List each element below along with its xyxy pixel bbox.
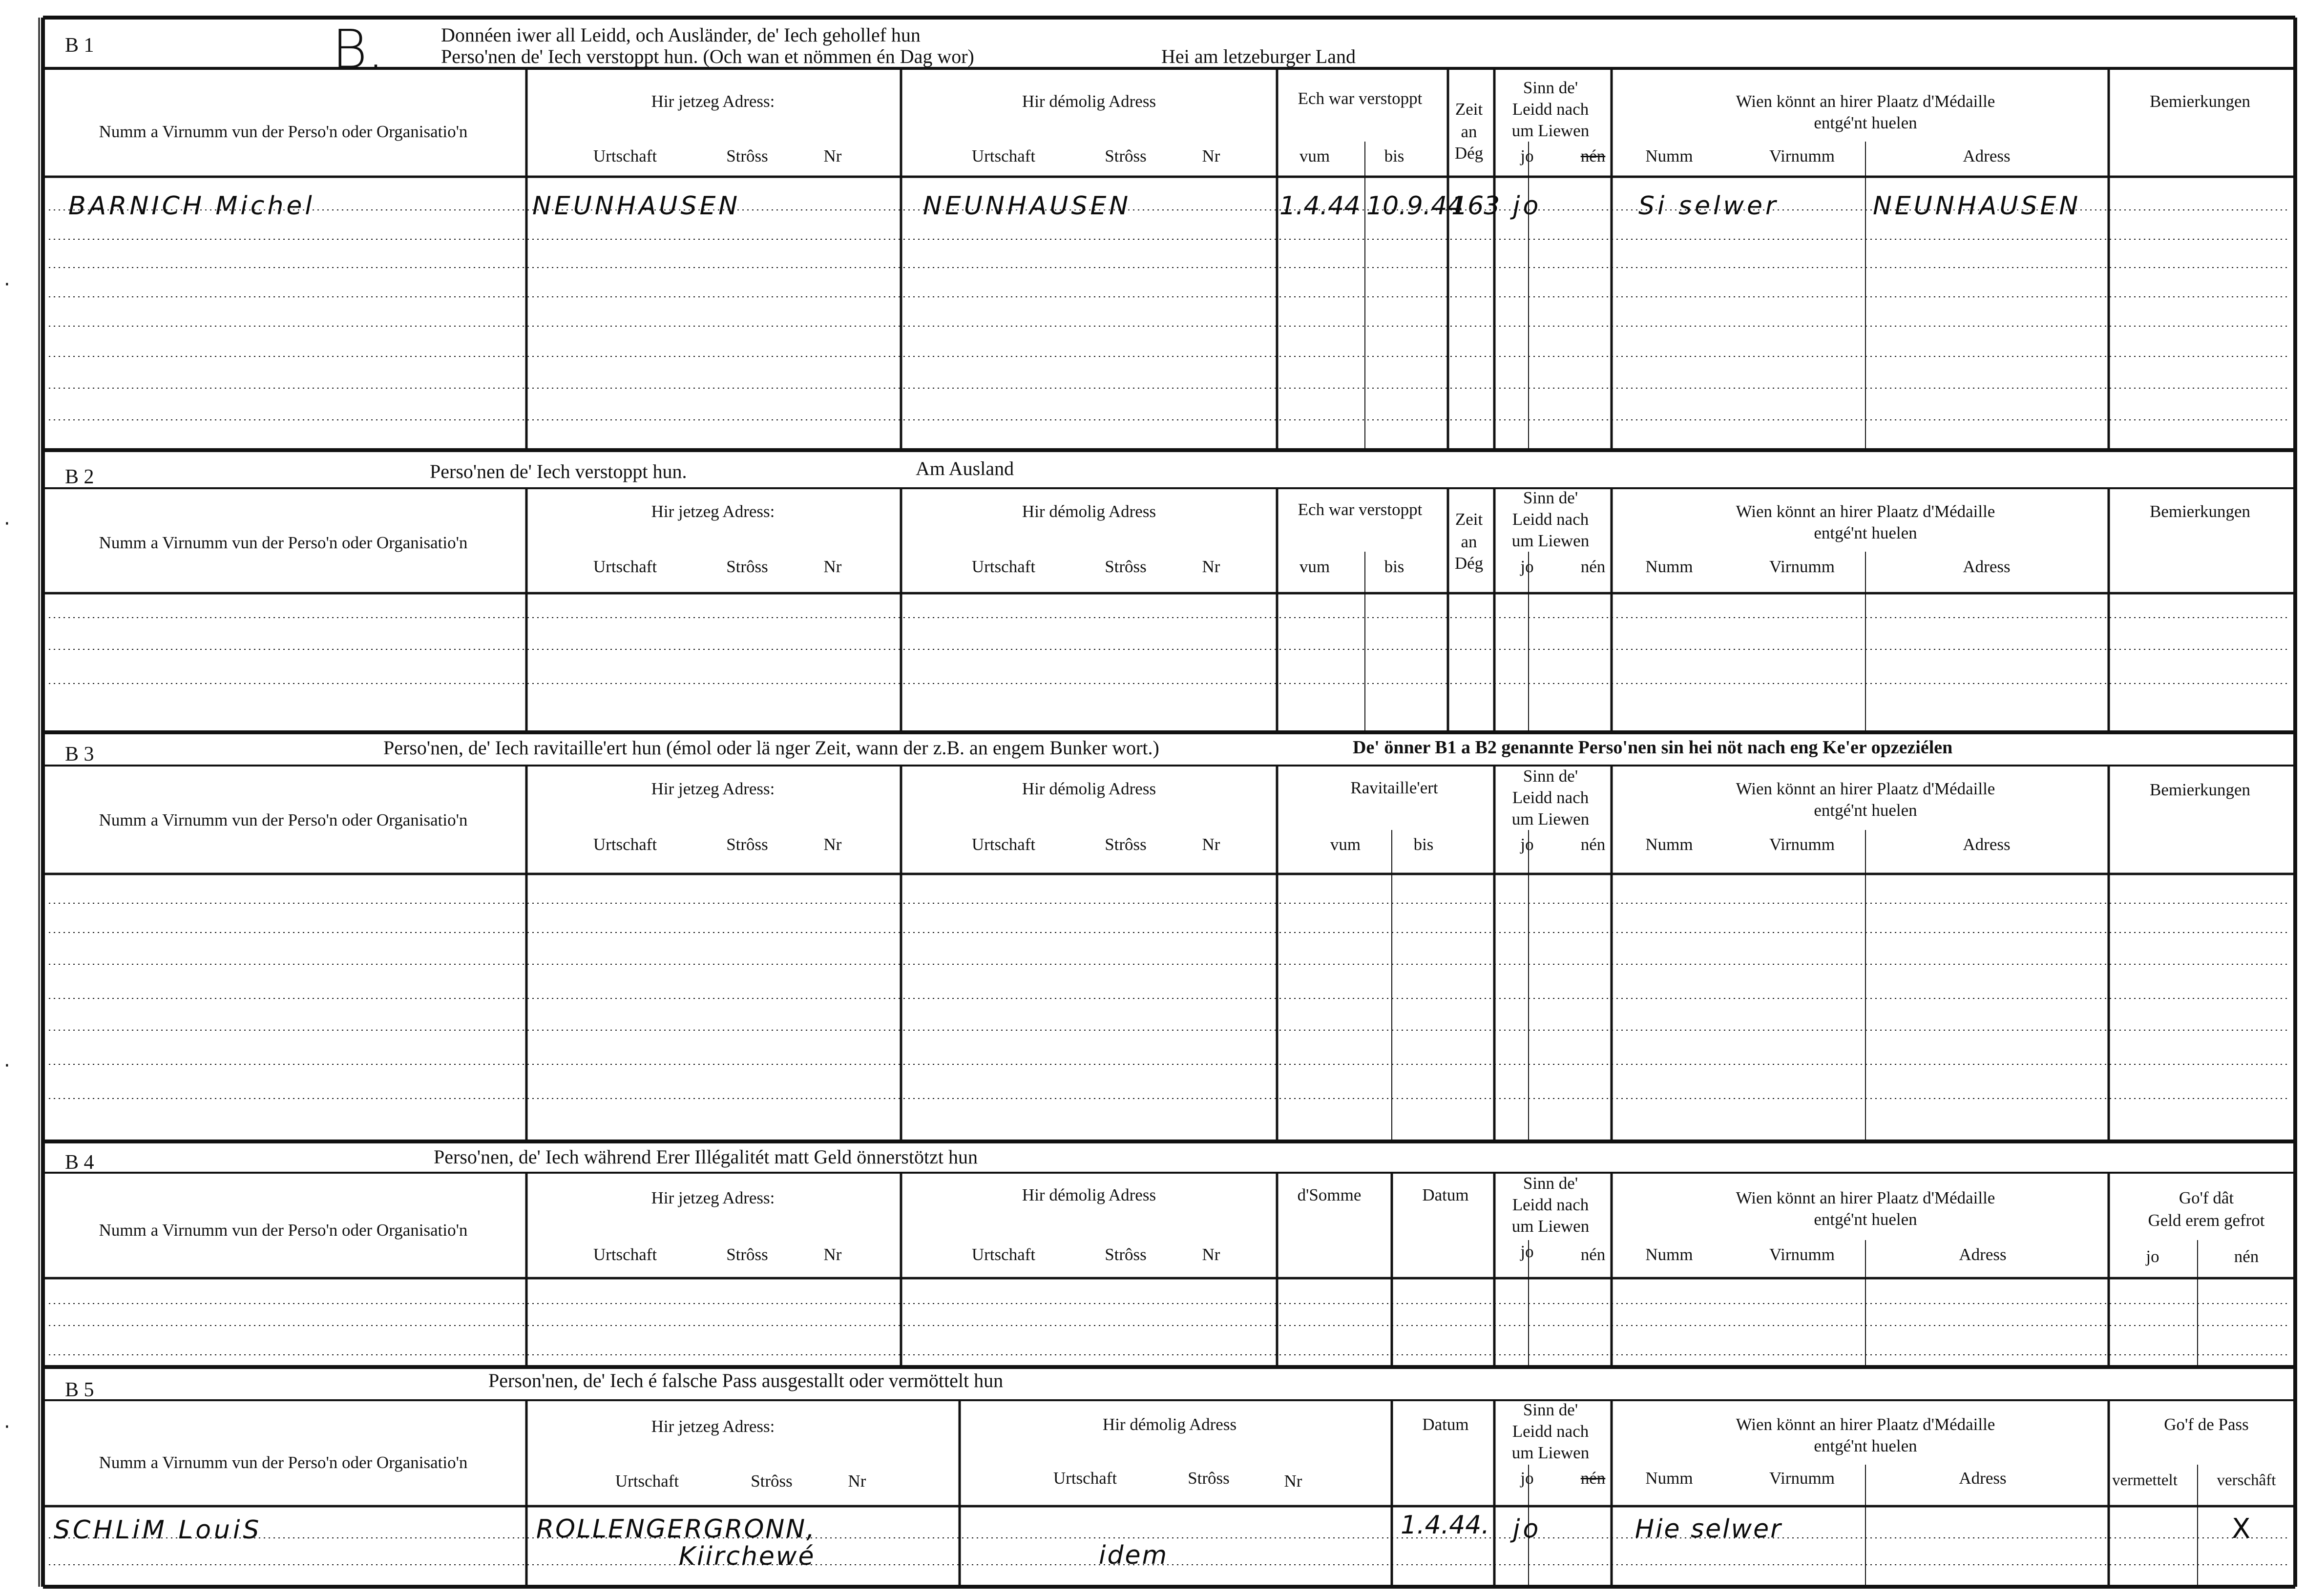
margin-tick: · bbox=[4, 1055, 10, 1077]
row-alive: jo bbox=[1513, 1514, 1542, 1544]
header-medal: Wien könnt an hirer Plaatz d'Médaille bbox=[1736, 1415, 1995, 1434]
row-to: 10.9.44 bbox=[1366, 191, 1464, 221]
header-yes: jo bbox=[1520, 835, 1534, 854]
header-number: Nr bbox=[823, 557, 842, 576]
header-medal: entgé'nt huelen bbox=[1814, 1436, 1917, 1455]
header-number: Nr bbox=[1202, 146, 1220, 166]
row-former-town: NEUNHAUSEN bbox=[923, 191, 1132, 221]
header-to: bis bbox=[1413, 835, 1434, 854]
header-to: bis bbox=[1384, 557, 1404, 576]
header-medal: Wien könnt an hirer Plaatz d'Médaille bbox=[1736, 1188, 1995, 1207]
header-medal: entgé'nt huelen bbox=[1814, 801, 1917, 820]
section-title: Perso'nen de' Iech verstoppt hun. bbox=[430, 460, 687, 482]
header-town: Urtschaft bbox=[593, 557, 657, 576]
header-money: Geld erem gefrot bbox=[2148, 1211, 2265, 1230]
margin-tick: · bbox=[4, 513, 10, 535]
header-medal-name: Numm bbox=[1645, 1469, 1693, 1488]
header-town: Urtschaft bbox=[971, 1245, 1036, 1264]
header-days: Dég bbox=[1454, 144, 1484, 163]
header-name: Numm a Virnumm vun der Perso'n oder Organisatio'n bbox=[99, 810, 468, 829]
header-no: nén bbox=[1580, 146, 1606, 166]
header-alive: Sinn de' bbox=[1523, 488, 1578, 507]
section-title: Perso'nen, de' Iech ravitaille'ert hun (émol oder lä nger Zeit, wann der z.B. an engem Bunker wort.) bbox=[383, 737, 1159, 759]
header-medal-firstname: Virnumm bbox=[1769, 1245, 1835, 1264]
section-label: B 3 bbox=[65, 743, 94, 766]
header-yes: jo bbox=[1520, 1242, 1534, 1261]
header-from: vum bbox=[1330, 835, 1361, 854]
row-current-address-line2: Kiirchewé bbox=[679, 1542, 816, 1571]
header-money-no: nén bbox=[2234, 1247, 2259, 1266]
header-street: Strôss bbox=[1105, 557, 1147, 576]
header-medal-address: Adress bbox=[1963, 146, 2011, 166]
header-number: Nr bbox=[1202, 1245, 1220, 1264]
header-alive: Leidd nach bbox=[1512, 1195, 1589, 1214]
header-yes: jo bbox=[1520, 557, 1534, 576]
section-label: B 5 bbox=[65, 1379, 94, 1401]
header-name: Numm a Virnumm vun der Perso'n oder Organisatio'n bbox=[99, 533, 468, 552]
header-alive: Sinn de' bbox=[1523, 78, 1578, 97]
header-medal: entgé'nt huelen bbox=[1814, 1210, 1917, 1229]
header-medal-address: Adress bbox=[1959, 1469, 2007, 1488]
header-medal-name: Numm bbox=[1645, 557, 1693, 576]
row-date: 1.4.44. bbox=[1401, 1511, 1489, 1540]
header-medal-address: Adress bbox=[1963, 835, 2011, 854]
section-title: Perso'nen, de' Iech während Erer Illégalitét matt Geld önnerstötzt hun bbox=[434, 1146, 978, 1168]
header-former-address: Hir démolig Adress bbox=[1022, 502, 1156, 521]
section-title-right: Hei am letzeburger Land bbox=[1161, 45, 1356, 67]
header-medal-address: Adress bbox=[1959, 1245, 2007, 1264]
header-current-address: Hir jetzeg Adress: bbox=[651, 779, 775, 798]
header-town: Urtschaft bbox=[971, 835, 1036, 854]
header-medal: Wien könnt an hirer Plaatz d'Médaille bbox=[1736, 502, 1995, 521]
section-label: B 2 bbox=[65, 466, 94, 488]
header-date: Datum bbox=[1422, 1185, 1469, 1204]
form-letter: B. bbox=[332, 18, 384, 81]
header-former-address: Hir démolig Adress bbox=[1022, 1185, 1156, 1204]
header-street: Strôss bbox=[726, 835, 768, 854]
header-money: Go'f dât bbox=[2179, 1188, 2234, 1207]
header-alive: um Liewen bbox=[1511, 1217, 1590, 1236]
header-street: Strôss bbox=[726, 557, 768, 576]
header-remarks: Bemierkungen bbox=[2149, 780, 2251, 799]
section-title-line2: Perso'nen de' Iech verstoppt hun. (Och wan et nömmen én Dag wor) bbox=[441, 45, 974, 67]
header-name: Numm a Virnumm vun der Perso'n oder Organisatio'n bbox=[99, 1453, 468, 1472]
header-date: Datum bbox=[1422, 1415, 1469, 1434]
header-former-address: Hir démolig Adress bbox=[1022, 92, 1156, 111]
header-hidden: Ech war verstoppt bbox=[1298, 500, 1423, 519]
header-number: Nr bbox=[848, 1472, 866, 1491]
header-street: Strôss bbox=[1188, 1469, 1230, 1488]
header-from: vum bbox=[1299, 557, 1330, 576]
header-alive: um Liewen bbox=[1511, 1443, 1590, 1462]
header-medal: entgé'nt huelen bbox=[1814, 523, 1917, 542]
header-days: Zeit bbox=[1455, 510, 1483, 529]
header-number: Nr bbox=[1202, 835, 1220, 854]
header-remarks: Bemierkungen bbox=[2149, 502, 2251, 521]
header-name: Numm a Virnumm vun der Perso'n oder Organisatio'n bbox=[99, 122, 468, 141]
header-alive: um Liewen bbox=[1511, 531, 1590, 550]
header-medal-firstname: Virnumm bbox=[1769, 557, 1835, 576]
header-medal: Wien könnt an hirer Plaatz d'Médaille bbox=[1736, 779, 1995, 798]
header-to: bis bbox=[1384, 146, 1404, 166]
header-alive: Leidd nach bbox=[1512, 788, 1589, 807]
header-yes: jo bbox=[1520, 146, 1534, 166]
row-former-address: idem bbox=[1099, 1541, 1169, 1570]
row-alive: jo bbox=[1513, 191, 1542, 221]
header-number: Nr bbox=[1284, 1472, 1302, 1491]
section-title-right: De' önner B1 a B2 genannte Perso'nen sin hei nöt nach eng Ke'er opzeziélen bbox=[1353, 737, 1953, 758]
header-street: Strôss bbox=[751, 1472, 793, 1491]
header-street: Strôss bbox=[1105, 1245, 1147, 1264]
header-no: nén bbox=[1580, 1245, 1606, 1264]
row-name: SCHLiM LouiS bbox=[54, 1515, 262, 1545]
header-former-address: Hir démolig Adress bbox=[1022, 779, 1156, 798]
header-alive: Sinn de' bbox=[1523, 767, 1578, 786]
row-name: BARNICH Michel bbox=[68, 191, 315, 221]
header-medal-address: Adress bbox=[1963, 557, 2011, 576]
header-former-address: Hir démolig Adress bbox=[1102, 1415, 1237, 1434]
header-number: Nr bbox=[823, 1245, 842, 1264]
header-medal: entgé'nt huelen bbox=[1814, 113, 1917, 132]
header-medal: Wien könnt an hirer Plaatz d'Médaille bbox=[1736, 92, 1995, 111]
header-number: Nr bbox=[823, 146, 842, 166]
row-current-address-line1: ROLLENGERGRONN, bbox=[536, 1514, 816, 1544]
margin-tick: · bbox=[4, 273, 10, 296]
margin-tick: · bbox=[4, 1416, 10, 1438]
header-number: Nr bbox=[1202, 557, 1220, 576]
header-alive: Sinn de' bbox=[1523, 1400, 1578, 1419]
header-street: Strôss bbox=[1105, 146, 1147, 166]
header-medal-firstname: Virnumm bbox=[1769, 146, 1835, 166]
row-medal-address: NEUNHAUSEN bbox=[1873, 191, 2081, 221]
header-money-yes: jo bbox=[2146, 1247, 2159, 1266]
row-days: 163 bbox=[1451, 191, 1500, 221]
header-alive: Sinn de' bbox=[1523, 1174, 1578, 1193]
row-from: 1.4.44 bbox=[1279, 191, 1361, 221]
header-medal-firstname: Virnumm bbox=[1769, 1469, 1835, 1488]
header-medal-name: Numm bbox=[1645, 1245, 1693, 1264]
header-current-address: Hir jetzeg Adress: bbox=[651, 1188, 775, 1207]
header-remarks: Bemierkungen bbox=[2149, 92, 2251, 111]
header-days: an bbox=[1461, 122, 1477, 141]
header-town: Urtschaft bbox=[593, 1245, 657, 1264]
header-current-address: Hir jetzeg Adress: bbox=[651, 502, 775, 521]
header-street: Strôss bbox=[1105, 835, 1147, 854]
header-no: nén bbox=[1580, 835, 1606, 854]
header-town: Urtschaft bbox=[971, 146, 1036, 166]
header-current-address: Hir jetzeg Adress: bbox=[651, 1417, 775, 1436]
header-sum: d'Somme bbox=[1297, 1185, 1362, 1204]
section-label: B 4 bbox=[65, 1151, 94, 1174]
section-label: B 1 bbox=[65, 34, 94, 57]
header-mediated: vermettelt bbox=[2112, 1472, 2178, 1489]
row-medal-name: Hie selwer bbox=[1635, 1514, 1782, 1544]
section-title: Person'nen, de' Iech é falsche Pass ausgestallt oder vermöttelt hun bbox=[488, 1369, 1004, 1391]
header-number: Nr bbox=[823, 835, 842, 854]
header-supplied: Ravitaille'ert bbox=[1350, 778, 1438, 797]
header-no: nén bbox=[1580, 1469, 1606, 1488]
header-street: Strôss bbox=[726, 1245, 768, 1264]
header-town: Urtschaft bbox=[593, 835, 657, 854]
header-medal-firstname: Virnumm bbox=[1769, 835, 1835, 854]
header-days: Dég bbox=[1454, 554, 1484, 573]
row-issued-mark: X bbox=[2232, 1513, 2254, 1545]
header-issued: verschâft bbox=[2217, 1472, 2276, 1489]
header-days: Zeit bbox=[1455, 100, 1483, 119]
header-from: vum bbox=[1299, 146, 1330, 166]
section-title-line1: Donnéen iwer all Leidd, och Ausländer, de' Iech gehollef hun bbox=[441, 24, 921, 46]
header-alive: Leidd nach bbox=[1512, 510, 1589, 529]
row-medal-name: Si selwer bbox=[1638, 191, 1779, 221]
row-current-town: NEUNHAUSEN bbox=[532, 191, 741, 221]
header-pass: Go'f de Pass bbox=[2164, 1415, 2249, 1434]
header-hidden: Ech war verstoppt bbox=[1298, 89, 1423, 108]
header-alive: Leidd nach bbox=[1512, 1422, 1589, 1441]
header-medal-name: Numm bbox=[1645, 146, 1693, 166]
header-alive: um Liewen bbox=[1511, 809, 1590, 829]
header-yes: jo bbox=[1520, 1469, 1534, 1488]
header-town: Urtschaft bbox=[615, 1472, 679, 1491]
header-town: Urtschaft bbox=[1053, 1469, 1117, 1488]
section-title-right: Am Ausland bbox=[916, 457, 1014, 479]
header-name: Numm a Virnumm vun der Perso'n oder Organisatio'n bbox=[99, 1221, 468, 1240]
header-no: nén bbox=[1580, 557, 1606, 576]
header-town: Urtschaft bbox=[971, 557, 1036, 576]
header-medal-name: Numm bbox=[1645, 835, 1693, 854]
header-current-address: Hir jetzeg Adress: bbox=[651, 92, 775, 111]
header-alive: um Liewen bbox=[1511, 121, 1590, 140]
header-alive: Leidd nach bbox=[1512, 100, 1589, 119]
header-town: Urtschaft bbox=[593, 146, 657, 166]
header-days: an bbox=[1461, 532, 1477, 551]
header-street: Strôss bbox=[726, 146, 768, 166]
